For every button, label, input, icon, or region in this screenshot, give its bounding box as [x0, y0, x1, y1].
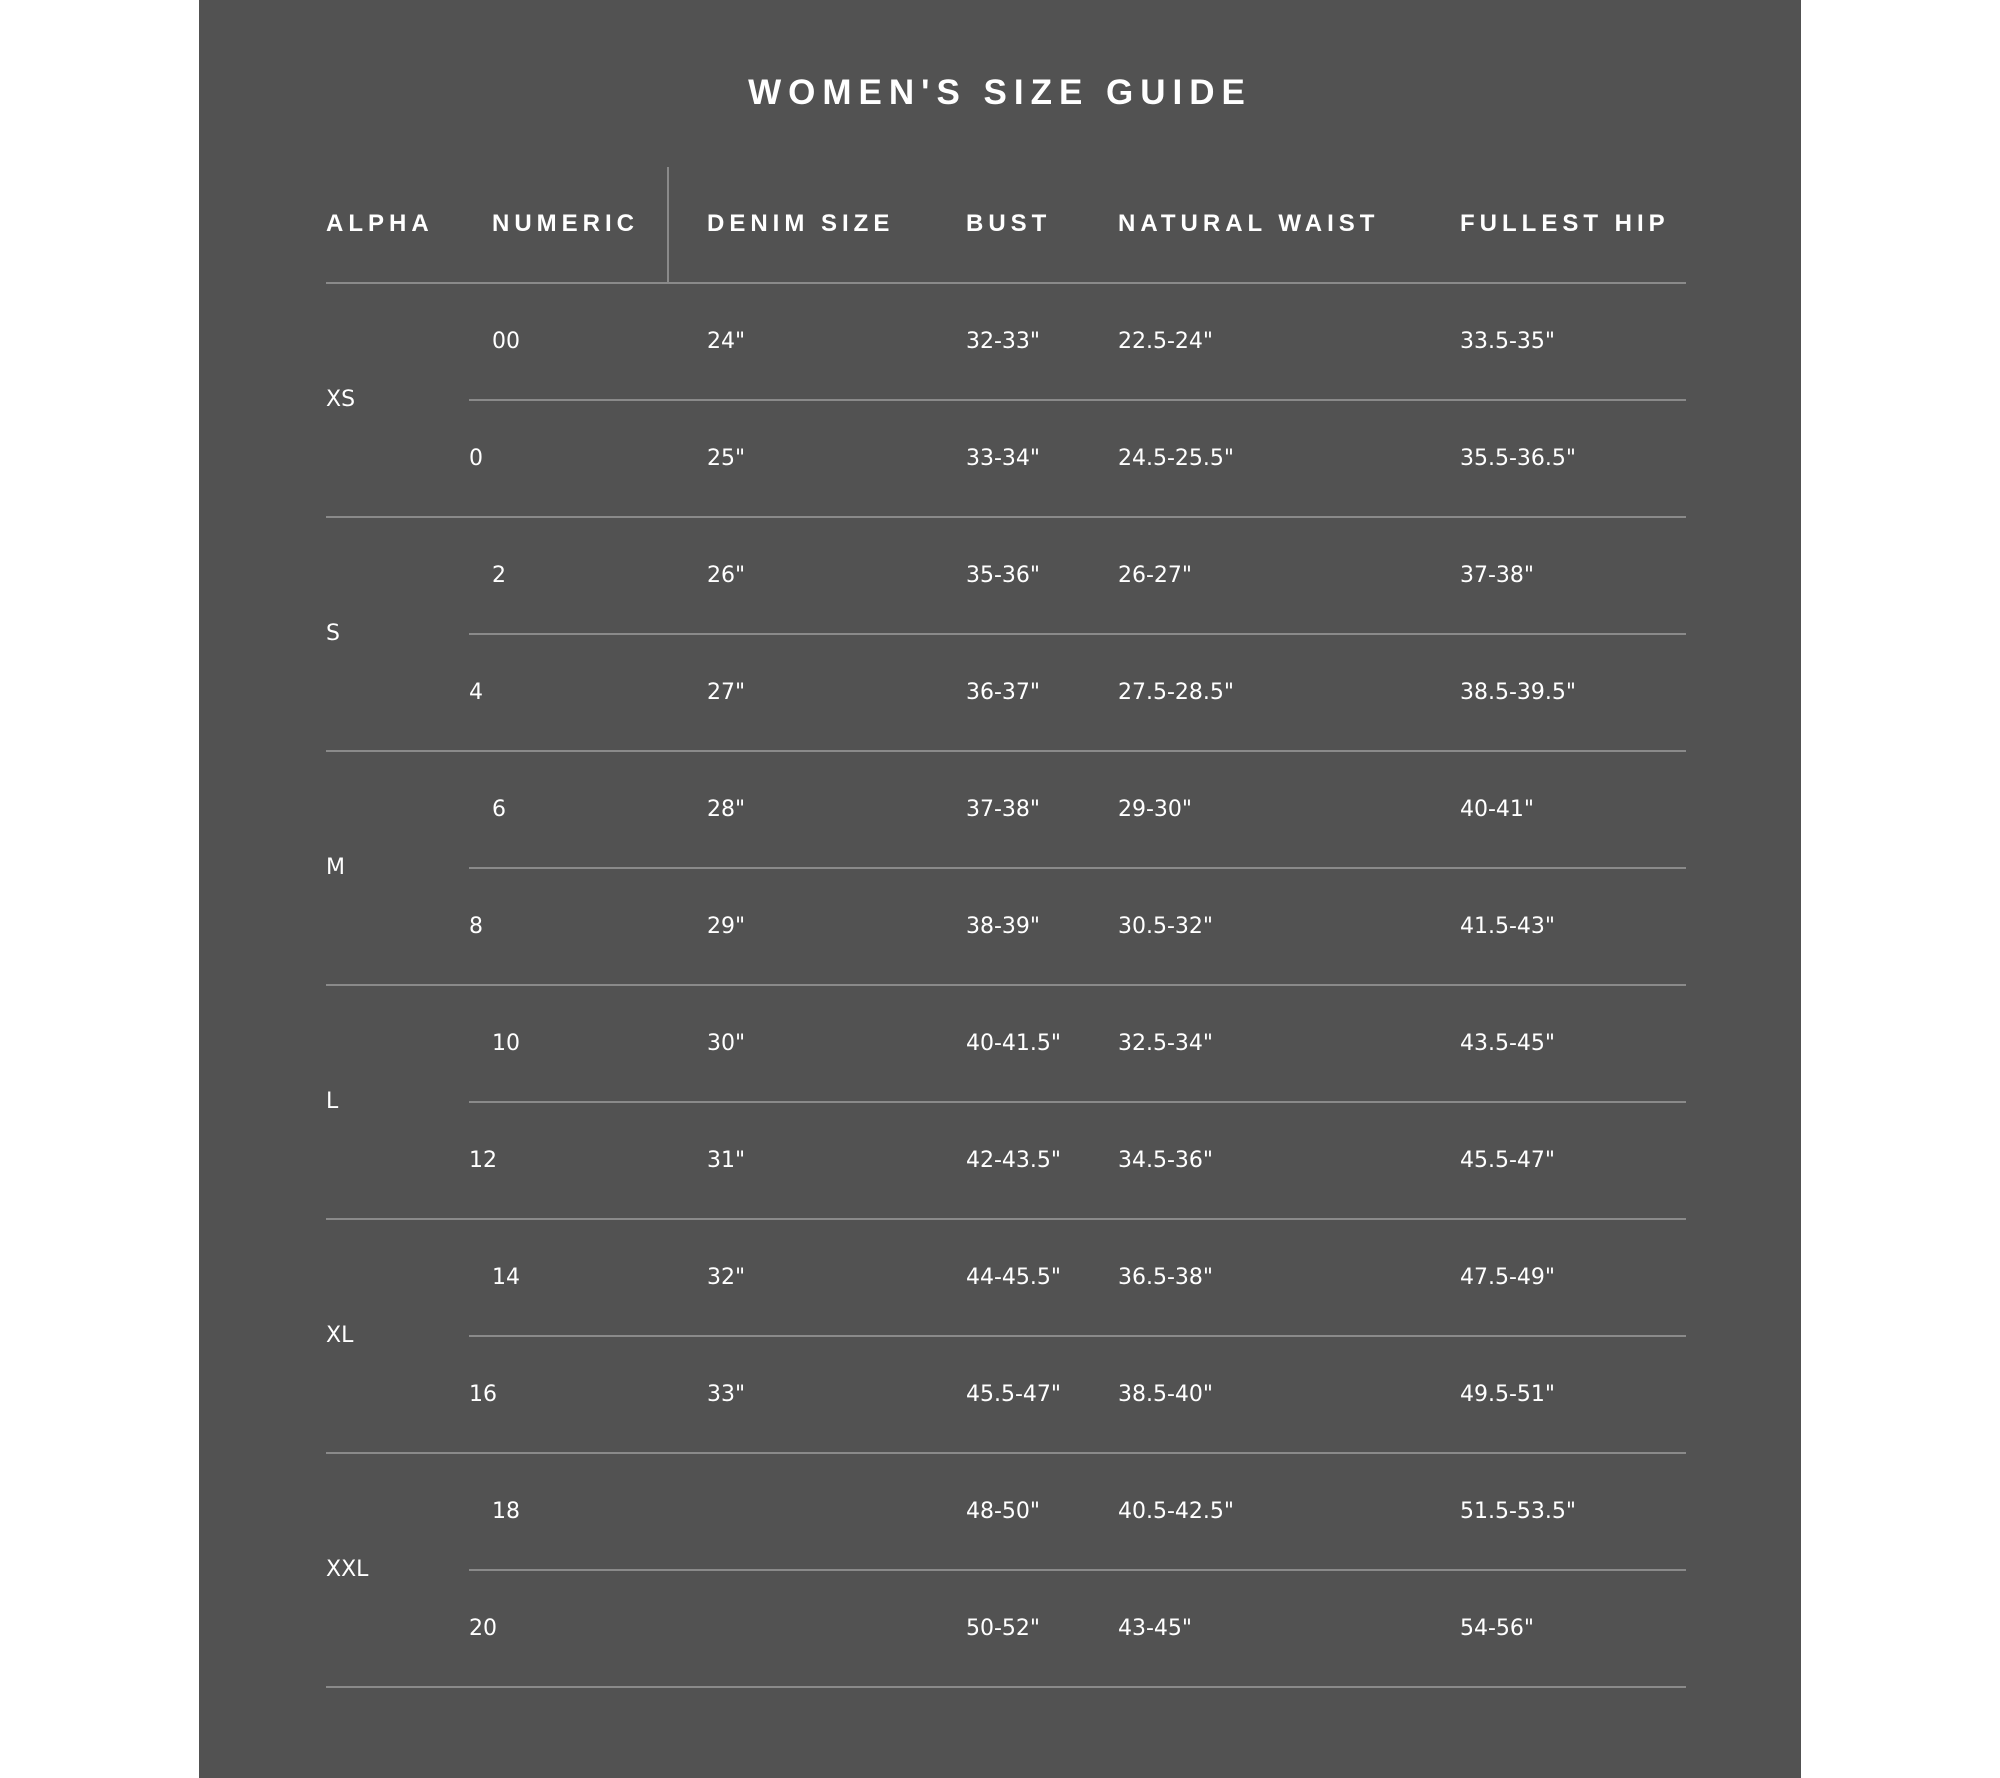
page-title: WOMEN'S SIZE GUIDE — [748, 73, 1252, 112]
waist-cell: 26-27" — [1118, 562, 1193, 588]
hip-cell: 43.5-45" — [1460, 1030, 1556, 1056]
denim-cell: 31" — [707, 1147, 746, 1173]
row-divider — [469, 1569, 1686, 1571]
bust-cell: 48-50" — [966, 1498, 1041, 1524]
numeric-size-cell: 8 — [469, 913, 483, 939]
numeric-size-cell: 18 — [492, 1498, 520, 1524]
waist-cell: 29-30" — [1118, 796, 1193, 822]
header-numeric: NUMERIC — [492, 210, 639, 237]
alpha-size-cell: L — [326, 1089, 339, 1114]
hip-cell: 45.5-47" — [1460, 1147, 1556, 1173]
group-divider — [326, 984, 1686, 986]
denim-cell: 27" — [707, 679, 746, 705]
numeric-size-cell: 16 — [469, 1381, 497, 1407]
waist-cell: 30.5-32" — [1118, 913, 1214, 939]
row-divider — [469, 399, 1686, 401]
header-alpha: ALPHA — [326, 210, 434, 237]
bust-cell: 38-39" — [966, 913, 1041, 939]
bust-cell: 45.5-47" — [966, 1381, 1062, 1407]
hip-cell: 54-56" — [1460, 1615, 1535, 1641]
alpha-size-cell: S — [326, 621, 340, 646]
table-top-divider — [326, 282, 1686, 284]
group-divider — [326, 750, 1686, 752]
header-natural-waist: NATURAL WAIST — [1118, 210, 1380, 237]
denim-cell: 32" — [707, 1264, 746, 1290]
row-divider — [469, 1335, 1686, 1337]
hip-cell: 40-41" — [1460, 796, 1535, 822]
waist-cell: 40.5-42.5" — [1118, 1498, 1235, 1524]
numeric-size-cell: 4 — [469, 679, 483, 705]
hip-cell: 38.5-39.5" — [1460, 679, 1577, 705]
bust-cell: 35-36" — [966, 562, 1041, 588]
denim-cell: 33" — [707, 1381, 746, 1407]
denim-cell: 28" — [707, 796, 746, 822]
hip-cell: 35.5-36.5" — [1460, 445, 1577, 471]
hip-cell: 41.5-43" — [1460, 913, 1556, 939]
header-bust: BUST — [966, 210, 1052, 237]
bust-cell: 32-33" — [966, 328, 1041, 354]
row-divider — [469, 867, 1686, 869]
group-divider — [326, 1218, 1686, 1220]
bust-cell: 42-43.5" — [966, 1147, 1062, 1173]
numeric-size-cell: 10 — [492, 1030, 520, 1056]
waist-cell: 36.5-38" — [1118, 1264, 1214, 1290]
size-guide-panel — [199, 0, 1801, 1778]
row-divider — [469, 633, 1686, 635]
hip-cell: 47.5-49" — [1460, 1264, 1556, 1290]
row-divider — [469, 1101, 1686, 1103]
group-divider — [326, 1686, 1686, 1688]
denim-cell: 26" — [707, 562, 746, 588]
denim-cell: 29" — [707, 913, 746, 939]
alpha-size-cell: XL — [326, 1323, 354, 1348]
alpha-size-cell: XS — [326, 387, 356, 412]
waist-cell: 43-45" — [1118, 1615, 1193, 1641]
bust-cell: 40-41.5" — [966, 1030, 1062, 1056]
waist-cell: 27.5-28.5" — [1118, 679, 1235, 705]
waist-cell: 22.5-24" — [1118, 328, 1214, 354]
bust-cell: 37-38" — [966, 796, 1041, 822]
numeric-size-cell: 0 — [469, 445, 483, 471]
denim-cell: 24" — [707, 328, 746, 354]
hip-cell: 33.5-35" — [1460, 328, 1556, 354]
hip-cell: 51.5-53.5" — [1460, 1498, 1577, 1524]
group-divider — [326, 516, 1686, 518]
waist-cell: 38.5-40" — [1118, 1381, 1214, 1407]
numeric-size-cell: 6 — [492, 796, 506, 822]
denim-cell: 25" — [707, 445, 746, 471]
alpha-size-cell: XXL — [326, 1557, 369, 1582]
bust-cell: 36-37" — [966, 679, 1041, 705]
waist-cell: 32.5-34" — [1118, 1030, 1214, 1056]
waist-cell: 24.5-25.5" — [1118, 445, 1235, 471]
denim-cell: 30" — [707, 1030, 746, 1056]
bust-cell: 33-34" — [966, 445, 1041, 471]
alpha-size-cell: M — [326, 855, 345, 880]
numeric-size-cell: 12 — [469, 1147, 497, 1173]
numeric-size-cell: 20 — [469, 1615, 497, 1641]
header-fullest-hip: FULLEST HIP — [1460, 210, 1670, 237]
numeric-size-cell: 00 — [492, 328, 520, 354]
bust-cell: 50-52" — [966, 1615, 1041, 1641]
waist-cell: 34.5-36" — [1118, 1147, 1214, 1173]
hip-cell: 49.5-51" — [1460, 1381, 1556, 1407]
numeric-size-cell: 2 — [492, 562, 506, 588]
group-divider — [326, 1452, 1686, 1454]
header-column-divider — [667, 167, 669, 282]
header-denim-size: DENIM SIZE — [707, 210, 895, 237]
hip-cell: 37-38" — [1460, 562, 1535, 588]
bust-cell: 44-45.5" — [966, 1264, 1062, 1290]
numeric-size-cell: 14 — [492, 1264, 520, 1290]
